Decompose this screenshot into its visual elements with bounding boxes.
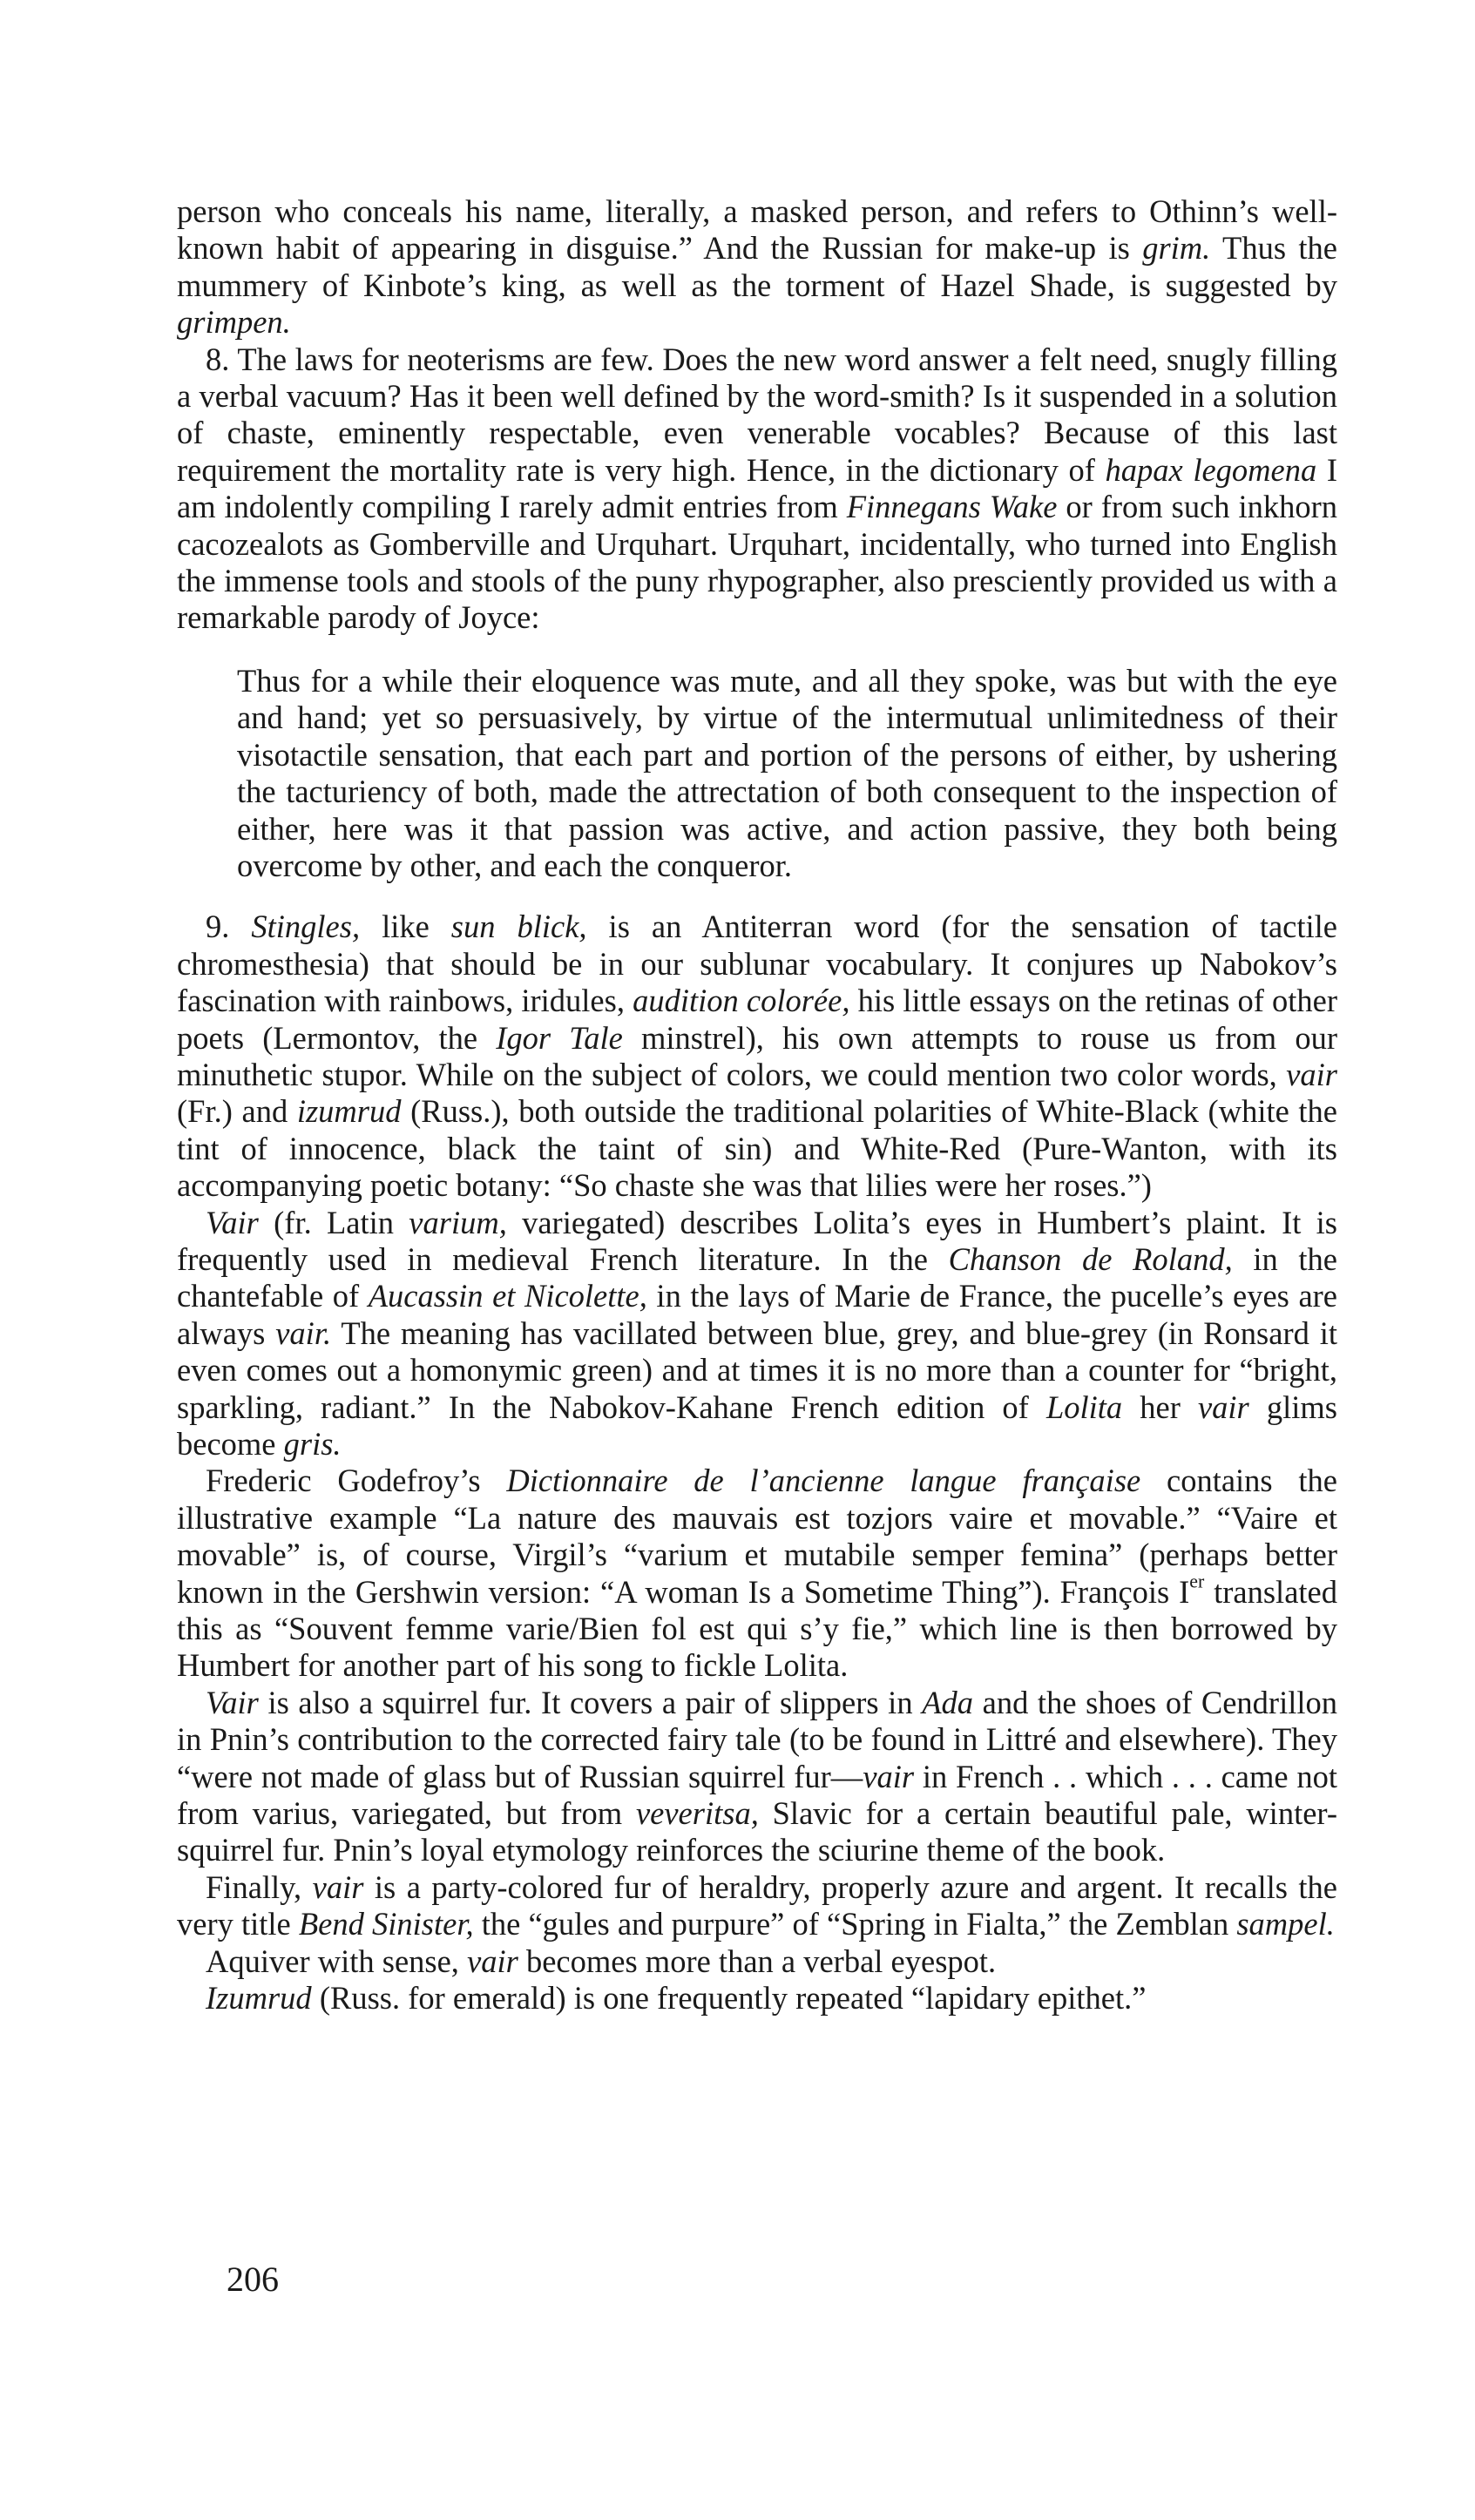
text-run: her: [1122, 1388, 1198, 1425]
text-run: 8. The laws for neoterisms are few. Does the new word answer a felt need, snugly filling a verbal vacuum? Has it been well defined by the word-smith? Is it suspended in a solution of chaste, eminently respectable, even venerable vocables? Because of this last requirement the mortality rate is very high. Hence, in the dictionary of: [177, 341, 1337, 488]
italic-text: Lolita: [1045, 1388, 1123, 1425]
italic-text: varium,: [409, 1204, 507, 1240]
text-run: is also a squirrel fur. It covers a pair of slippers in: [258, 1684, 923, 1720]
text-run: Aquiver with sense,: [206, 1942, 468, 1979]
text-run: (Russ.), both outside the traditional polarities of White-Black (white the tint of innocence, black the taint of sin) and White-Red (Pure-Wanton, with its accompanying poetic botany: “So chaste she was that lilies were her roses.”): [177, 1093, 1338, 1204]
page-number: 206: [227, 2260, 279, 2299]
text-run: glims become: [177, 1388, 1337, 1462]
text-run: translated this as “Souvent femme varie/Bien fol est qui s’y fie,” which line is then borrowed by Humbert for another part of his song to fickle Lolita.: [177, 1573, 1337, 1684]
italic-text: vair: [1286, 1056, 1337, 1092]
paragraph: [177, 1685, 1337, 1869]
paragraph: [177, 1463, 1337, 1684]
italic-text: Dictionnaire de l’ancienne langue française: [506, 1463, 1141, 1499]
text-run: the “gules and purpure” of “Spring in Fialta,” the Zemblan: [473, 1906, 1237, 1942]
text-run: Thus the mummery of Kinbote’s king, as well as the torment of Hazel Shade, is suggested by: [177, 230, 1337, 303]
paragraph: [177, 193, 1337, 341]
italic-text: Bend Sinister,: [298, 1906, 474, 1942]
italic-text: hapax legomena: [1105, 451, 1317, 488]
block-quote: [237, 663, 1337, 884]
text-run: I am indolently compiling I rarely admit entries from: [177, 451, 1337, 525]
italic-text: grimpen.: [177, 304, 291, 341]
italic-text: sampel.: [1236, 1906, 1335, 1942]
text-run: contains the illustrative example “La nature des mauvais est tozjors vaire et movable.” “Vaire et movable” is, of course, Virgil’s “varium et mutabile semper femina” (perhaps better known in the Gershwin version: “A woman Is a Sometime Thing”). François I: [177, 1463, 1337, 1610]
text-run: or from such inkhorn cacozealots as Gomberville and Urquhart. Urquhart, incidentally, who turned into English the immense tools and stools of the puny rhypographer, also presciently provided us with a remarkable parody of Joyce:: [177, 489, 1337, 636]
italic-text: Vair: [206, 1684, 259, 1720]
italic-text: vair.: [275, 1314, 332, 1351]
text-run: becomes more than a verbal eyespot.: [518, 1942, 997, 1979]
italic-text: vair: [312, 1868, 364, 1905]
italic-text: Vair: [206, 1204, 259, 1240]
text-run: (Russ. for emerald) is one frequently repeated “lapidary epithet.”: [311, 1980, 1147, 2017]
text-run: Frederic Godefroy’s: [206, 1463, 507, 1499]
italic-text: grim.: [1142, 230, 1211, 267]
text-run: (fr. Latin: [258, 1204, 409, 1240]
text-run: is a party-colored fur of heraldry, properly azure and argent. It recalls the very title: [177, 1868, 1337, 1942]
italic-text: vair: [863, 1758, 915, 1794]
text-run: in the chantefable of: [177, 1240, 1338, 1314]
text-run: Finally,: [206, 1868, 313, 1905]
paragraph: [177, 341, 1337, 637]
text-run: person who conceals his name, literally, a masked person, and refers to Othinn’s well-known habit of appearing in disguise.” And the Russian for make-up is: [177, 193, 1337, 267]
text-run: The meaning has vacillated between blue, grey, and blue-grey (in Ronsard it even comes out a homonymic green) and at times it is no more than a counter for “bright, sparkling, radiant.” In the Nabokov-Kahane French edition of: [177, 1314, 1337, 1425]
page-body: [177, 193, 1337, 2017]
italic-text: Chanson de Roland,: [948, 1240, 1233, 1277]
text-run: in French . . which . . . came not from varius, variegated, but from: [177, 1758, 1337, 1832]
italic-text: veveritsa,: [635, 1795, 759, 1832]
paragraph: [177, 909, 1337, 1204]
text-run: minstrel), his own attempts to rouse us from our minuthetic stupor. While on the subject of colors, we could mention two color words,: [177, 1019, 1337, 1092]
italic-text: vair: [1197, 1388, 1249, 1425]
italic-text: gris.: [283, 1426, 342, 1462]
italic-text: izumrud: [296, 1093, 402, 1130]
paragraph: [177, 1205, 1337, 1463]
text-run: (Fr.) and: [177, 1093, 297, 1130]
paragraph: [177, 1943, 1337, 1980]
text-run: Slavic for a certain beautiful pale, winter-squirrel fur. Pnin’s loyal etymology reinforces the sciurine theme of the book.: [177, 1795, 1337, 1868]
italic-text: Aucassin et Nicolette,: [368, 1278, 647, 1314]
italic-text: sun blick,: [450, 909, 587, 945]
text-run: variegated) describes Lolita’s eyes in Humbert’s plaint. It is frequently used in medieval French literature. In the: [177, 1204, 1337, 1277]
text-run: like: [360, 909, 451, 945]
text-run: his little essays on the retinas of other poets (Lermontov, the: [177, 983, 1338, 1056]
text-run: in the lays of Marie de France, the pucelle’s eyes are always: [177, 1278, 1337, 1351]
italic-text: Igor Tale: [496, 1019, 623, 1056]
italic-text: Stingles,: [251, 909, 361, 945]
italic-text: audition colorée,: [633, 983, 850, 1019]
superscript-text: er: [1189, 1570, 1205, 1592]
text-run: Thus for a while their eloquence was mute, and all they spoke, was but with the eye and hand; yet so persuasively, by virtue of the intermutual unlimitedness of their visotactile sensation, that each part and portion of the persons of either, by ushering the tacturiency of both, made the attrectation of both consequent to the inspection of either, here was it that passion was active, and action passive, they both being overcome by other, and each the conqueror.: [237, 662, 1337, 883]
italic-text: Ada: [922, 1684, 973, 1720]
italic-text: vair: [467, 1942, 518, 1979]
text-run: is an Antiterran word (for the sensation of tactile chromesthesia) that should be in our sublunar vocabulary. It conjures up Nabokov’s fascination with rainbows, iridules,: [177, 909, 1338, 1019]
text-run: and the shoes of Cendrillon in Pnin’s contribution to the corrected fairy tale (to be found in Littré and elsewhere). They “were not made of glass but of Russian squirrel fur—: [177, 1684, 1337, 1794]
text-run: 9.: [206, 909, 252, 945]
italic-text: Finnegans Wake: [846, 489, 1058, 525]
paragraph: [177, 1980, 1337, 2017]
italic-text: Izumrud: [206, 1980, 312, 2017]
paragraph: [177, 1869, 1337, 1943]
